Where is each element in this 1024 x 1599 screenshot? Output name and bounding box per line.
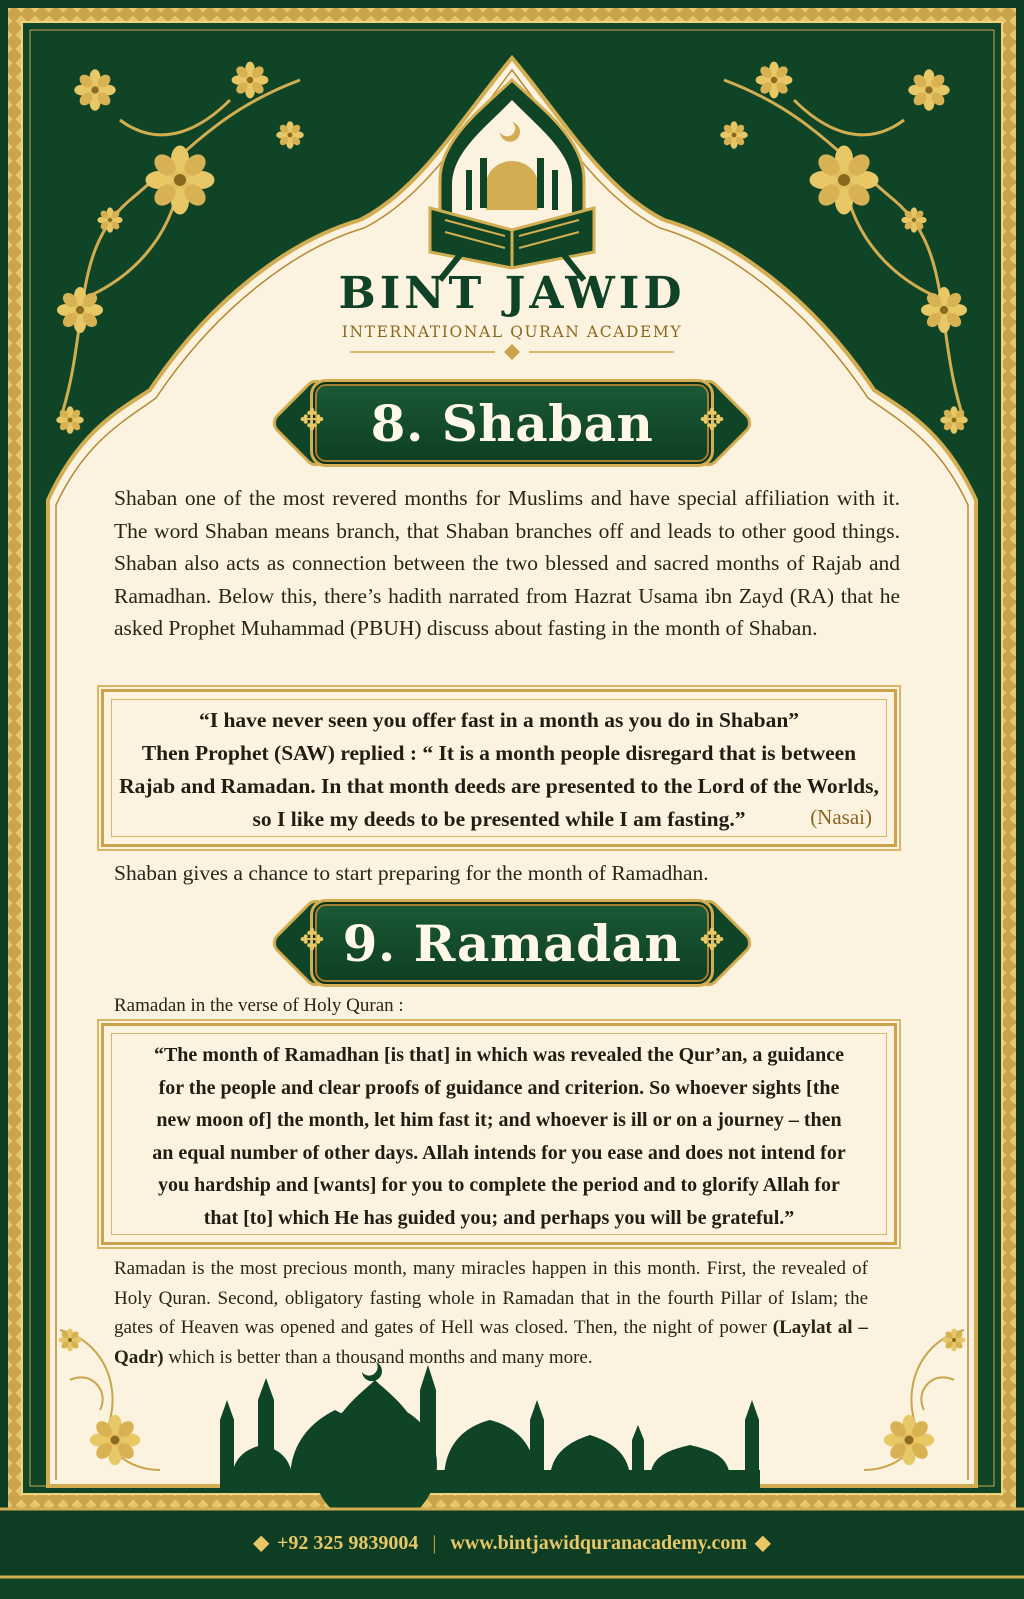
contact-footer [0, 1513, 1024, 1573]
academy-subtitle: INTERNATIONAL QURAN ACADEMY [341, 323, 683, 341]
hadith-line: Rajab and Ramadan. In that month deeds are presented to the Lord of the Worlds, [119, 774, 879, 798]
academy-name: BINT JAWID [338, 268, 686, 319]
verse-line: an equal number of other days. Allah intends for you ease and does not intend for [152, 1141, 846, 1164]
quran-verse-box [101, 1023, 897, 1245]
verse-line: for the people and clear proofs of guidance and criterion. So whoever sights [the [158, 1076, 840, 1099]
footer-separator: | [432, 1532, 437, 1554]
section-heading-ramadan: 9. Ramadan [342, 913, 682, 973]
ramadan-intro: Ramadan in the verse of Holy Quran : [114, 995, 404, 1016]
flower-icon: ✥ [699, 404, 725, 437]
hadith-line: Then Prophet (SAW) replied : “ It is a month people disregard that is between [141, 741, 857, 765]
ramadan-closing-text-end: which is better than a thousand months and many more. [163, 1346, 593, 1368]
hadith-quote-box [101, 689, 897, 847]
hadith-line: so I like my deeds to be presented while I am fasting.” [252, 807, 746, 831]
hadith-line: “I have never seen you offer fast in a month as you do in Shaban” [198, 708, 800, 732]
section-banner-shaban [270, 376, 754, 470]
verse-line: that [to] which He has guided you; and perhaps you will be grateful.” [203, 1206, 795, 1229]
section-banner-ramadan [270, 896, 754, 990]
diamond-icon: ◆ [755, 1532, 771, 1554]
verse-line: “The month of Ramadhan [is that] in which was revealed the Qur’an, a guidance [153, 1044, 845, 1066]
section-heading-shaban: 8. Shaban [370, 393, 654, 453]
flower-icon: ✥ [299, 404, 325, 437]
verse-line: new moon of] the month, let him fast it; and whoever is ill or on a journey – then [156, 1109, 842, 1131]
ramadan-closing-text: Ramadan is the most precious month, many miracles happen in this month. First, the revealed of Holy Quran. Second, obligatory fasting whole in Ramadan that in the fourth Pillar of Islam; the gates of Heaven was opened and gates of Hell was closed. Then, the night of power [114, 1258, 868, 1338]
website-link[interactable]: www.bintjawidquranacademy.com [450, 1532, 748, 1554]
shaban-intro: Shaban one of the most revered months for Muslims and have special affiliation with it. The word Shaban means branch, that Shaban branches off and leads to other good things. Shaban also acts as connection between the two blessed and sacred months of Rajab and Ramadhan. Below this, there’s hadith narrated from Hazrat Usama ibn Zayd (RA) that he asked Prophet Muhammad (PBUH) discuss about fasting in the month of Shaban. [114, 486, 900, 640]
hadith-source: (Nasai) [810, 805, 872, 829]
diamond-icon: ◆ [253, 1532, 269, 1554]
ramadan-closing [114, 1254, 868, 1372]
verse-line: you hardship and [wants] for you to complete the period and to glorify Allah for [158, 1174, 840, 1196]
phone-number[interactable]: +92 325 9839004 [276, 1532, 419, 1554]
shaban-closing: Shaban gives a chance to start preparing for the month of Ramadhan. [114, 861, 709, 885]
laylat-al-qadr: (Laylat al – Qadr) [114, 1317, 868, 1368]
flower-icon: ✥ [699, 924, 725, 957]
flower-icon: ✥ [299, 924, 325, 957]
